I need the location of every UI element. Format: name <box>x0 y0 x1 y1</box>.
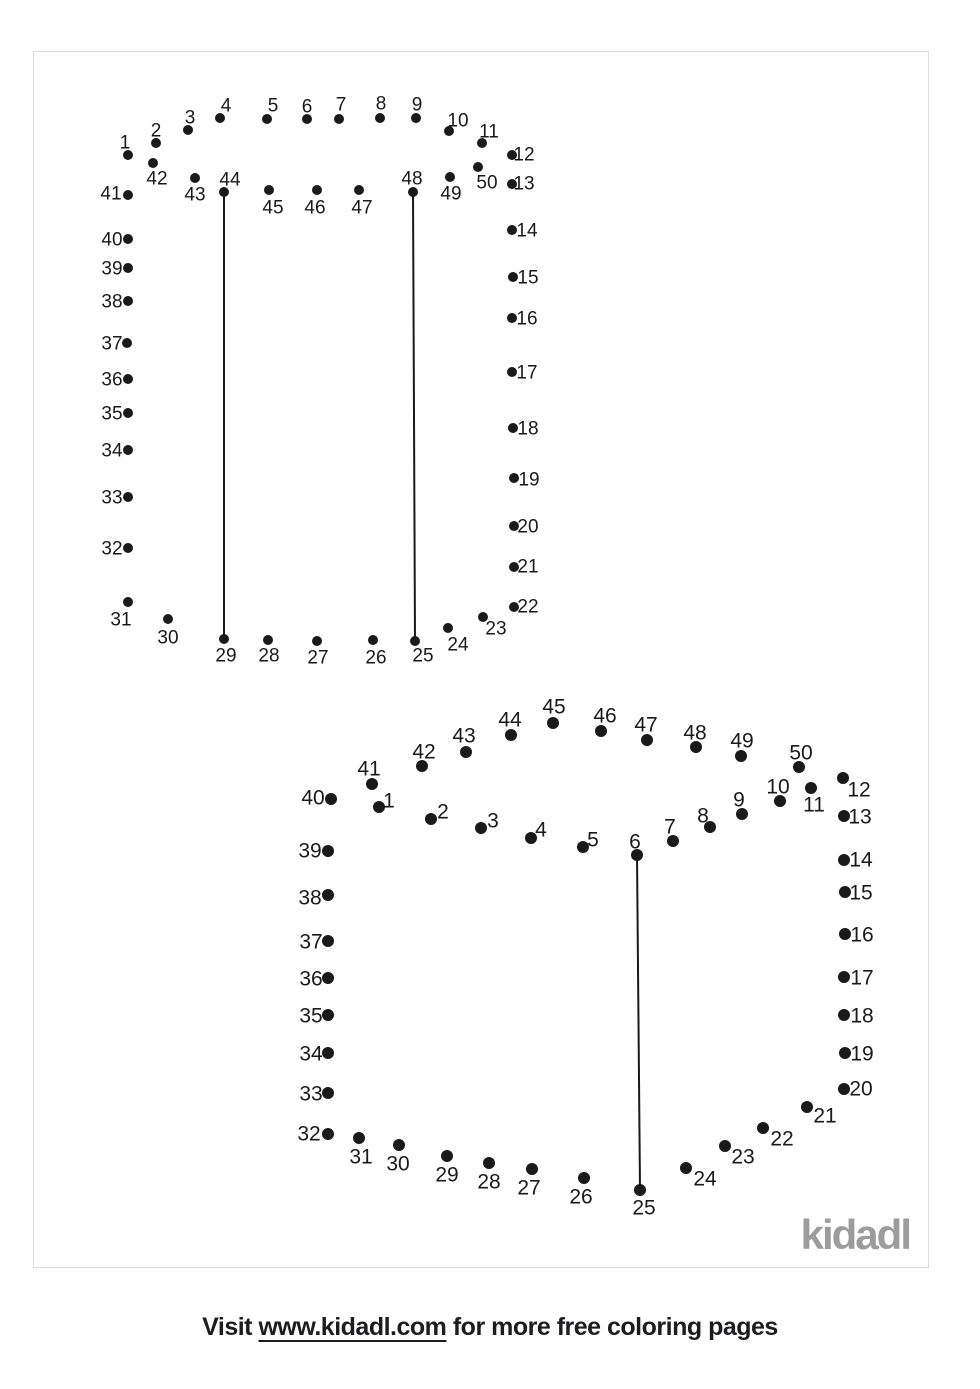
figure-top-dot-label-15: 15 <box>517 267 539 289</box>
figure-top-dot-24 <box>443 623 453 633</box>
figure-bottom-dot-22 <box>757 1122 769 1134</box>
figure-top-dot-label-37: 37 <box>101 333 123 355</box>
figure-top-dot-label-34: 34 <box>101 440 123 462</box>
figure-top-dot-43 <box>190 173 200 183</box>
figure-bottom-dot-label-45: 45 <box>542 695 566 719</box>
figure-bottom-dot-label-23: 23 <box>731 1145 755 1169</box>
figure-bottom-dot-16 <box>839 928 851 940</box>
figure-bottom-dot-label-9: 9 <box>733 788 745 812</box>
figure-top-dot-46 <box>312 185 322 195</box>
figure-top-dot-label-49: 49 <box>440 183 462 205</box>
figure-top-dot-50 <box>473 162 483 172</box>
figure-bottom-dot-label-49: 49 <box>730 729 754 753</box>
figure-top-dot-30 <box>163 614 173 624</box>
figure-top-dot-label-28: 28 <box>258 645 280 667</box>
figure-top-dot-label-40: 40 <box>101 229 123 251</box>
figure-top-dot-label-13: 13 <box>513 173 535 195</box>
figure-bottom-dot-label-33: 33 <box>299 1082 323 1106</box>
figure-bottom-dot-32 <box>322 1128 334 1140</box>
footer-text-prefix: Visit <box>202 1313 259 1341</box>
figure-bottom-dot-34 <box>322 1047 334 1059</box>
figure-bottom-dot-26 <box>578 1172 590 1184</box>
figure-top-dot-label-45: 45 <box>262 197 284 219</box>
figure-bottom-dot-label-21: 21 <box>813 1104 837 1128</box>
figure-top-dot-label-14: 14 <box>516 220 538 242</box>
figure-bottom-dot-40 <box>325 793 337 805</box>
figure-bottom-dot-43 <box>460 746 472 758</box>
figure-bottom-dot-label-14: 14 <box>849 848 873 872</box>
figure-top-dot-41 <box>123 190 133 200</box>
figure-top-dot-label-3: 3 <box>184 107 196 129</box>
figure-bottom-dot-36 <box>322 972 334 984</box>
figure-bottom-dot-33 <box>322 1087 334 1099</box>
figure-top-dot-label-36: 36 <box>101 369 123 391</box>
figure-bottom-dot-45 <box>547 717 559 729</box>
figure-top-dot-label-41: 41 <box>100 183 122 205</box>
figure-top-dot-28 <box>263 635 273 645</box>
figure-top-dot-45 <box>264 185 274 195</box>
figure-top-dot-40 <box>123 234 133 244</box>
figure-top-dot-label-4: 4 <box>220 95 232 117</box>
figure-bottom-dot-label-34: 34 <box>299 1042 323 1066</box>
figure-top-dot-29 <box>219 634 229 644</box>
figure-top-dot-label-9: 9 <box>411 94 423 116</box>
figure-top-dot-label-22: 22 <box>517 596 539 618</box>
figure-top-dot-label-32: 32 <box>101 538 123 560</box>
figure-top-dot-label-7: 7 <box>335 94 347 116</box>
figure-bottom-dot-18 <box>838 1009 850 1021</box>
figure-bottom-dot-label-43: 43 <box>452 724 476 748</box>
figure-bottom-dot-label-32: 32 <box>297 1122 321 1146</box>
figure-top-dot-label-16: 16 <box>516 308 538 330</box>
figure-top-dot-label-44: 44 <box>219 169 241 191</box>
figure-top-dot-label-23: 23 <box>485 618 507 640</box>
figure-top-dot-label-27: 27 <box>307 647 329 669</box>
figure-bottom-dot-label-41: 41 <box>357 757 381 781</box>
figure-bottom-dot-21 <box>801 1101 813 1113</box>
figure-bottom-dot-35 <box>322 1009 334 1021</box>
figure-bottom-dot-label-27: 27 <box>517 1176 541 1200</box>
figure-bottom-dot-label-13: 13 <box>848 805 872 829</box>
figure-top-dot-label-47: 47 <box>351 197 373 219</box>
figure-bottom-dot-label-17: 17 <box>850 966 874 990</box>
figure-top-dot-47 <box>354 185 364 195</box>
figure-bottom-dot-label-4: 4 <box>535 818 547 842</box>
figure-bottom-dot-28 <box>483 1157 495 1169</box>
footer-link[interactable]: www.kidadl.com <box>258 1313 447 1341</box>
figure-top-dot-42 <box>148 158 158 168</box>
figure-top-dot-27 <box>312 636 322 646</box>
figure-bottom-dot-3 <box>475 822 487 834</box>
figure-bottom-dot-11 <box>805 782 817 794</box>
figure-bottom-dot-label-36: 36 <box>299 967 323 991</box>
figure-top-dot-26 <box>368 635 378 645</box>
figure-bottom-dot-label-38: 38 <box>298 886 322 910</box>
footer-caption <box>0 1313 980 1342</box>
figure-top-dot-label-29: 29 <box>215 645 237 667</box>
figure-bottom-dot-23 <box>719 1140 731 1152</box>
figure-bottom-dot-label-7: 7 <box>664 815 676 839</box>
figure-top-dot-label-2: 2 <box>150 120 162 142</box>
figure-bottom-dot-39 <box>322 845 334 857</box>
figure-bottom-dot-label-42: 42 <box>412 740 436 764</box>
figure-bottom-dot-label-44: 44 <box>498 708 522 732</box>
figure-bottom-dot-label-29: 29 <box>435 1163 459 1187</box>
figure-top-dot-label-12: 12 <box>513 144 535 166</box>
figure-bottom-dot-17 <box>838 971 850 983</box>
figure-bottom-dot-label-12: 12 <box>847 778 871 802</box>
figure-top-dot-label-26: 26 <box>365 647 387 669</box>
figure-bottom-dot-30 <box>393 1139 405 1151</box>
figure-top-dot-31 <box>123 597 133 607</box>
figure-bottom-dot-label-28: 28 <box>477 1170 501 1194</box>
figure-bottom-dot-label-47: 47 <box>634 713 658 737</box>
figure-top-dot-38 <box>123 296 133 306</box>
figure-bottom-dot-label-25: 25 <box>632 1196 656 1220</box>
figure-bottom-dot-label-8: 8 <box>697 804 709 828</box>
figure-top-dot-label-21: 21 <box>517 556 539 578</box>
figure-bottom-dot-25 <box>634 1184 646 1196</box>
figure-top-dot-25 <box>410 636 420 646</box>
figure-bottom-dot-label-48: 48 <box>683 721 707 745</box>
figure-top-dot-label-43: 43 <box>184 184 206 206</box>
figure-top-dot-label-48: 48 <box>401 168 423 190</box>
figure-top-dot-label-24: 24 <box>447 634 469 656</box>
figure-top-dot-label-31: 31 <box>110 609 132 631</box>
figure-top-dot-label-35: 35 <box>101 403 123 425</box>
figure-bottom-dot-label-2: 2 <box>437 800 449 824</box>
figure-bottom-dot-2 <box>425 813 437 825</box>
figure-bottom-dot-label-10: 10 <box>766 775 790 799</box>
figure-bottom-dot-label-6: 6 <box>629 830 641 854</box>
figure-bottom-dot-20 <box>838 1083 850 1095</box>
figure-bottom-dot-label-24: 24 <box>693 1167 717 1191</box>
figure-top-dot-label-18: 18 <box>517 418 539 440</box>
figure-bottom-dot-label-15: 15 <box>849 881 873 905</box>
figure-bottom-dot-38 <box>322 889 334 901</box>
figure-bottom-dot-label-35: 35 <box>299 1004 323 1028</box>
figure-bottom-dot-label-18: 18 <box>850 1004 874 1028</box>
figure-top-dot-label-50: 50 <box>476 172 498 194</box>
figure-bottom-dot-label-22: 22 <box>770 1127 794 1151</box>
figure-bottom-dot-label-26: 26 <box>569 1185 593 1209</box>
figure-top-dot-37 <box>122 338 132 348</box>
figure-top-dot-39 <box>123 263 133 273</box>
figure-top-dot-32 <box>123 543 133 553</box>
figure-top-dot-label-20: 20 <box>517 516 539 538</box>
kidadl-logo: kidadl <box>800 1211 910 1258</box>
figure-bottom-dot-19 <box>839 1047 851 1059</box>
figure-bottom-dot-label-20: 20 <box>849 1077 873 1101</box>
figure-bottom-dot-label-46: 46 <box>593 704 617 728</box>
figure-top-connecting-line-2 <box>413 192 415 641</box>
footer-text-suffix: for more free coloring pages <box>446 1313 778 1341</box>
figure-top-dot-49 <box>445 172 455 182</box>
figure-bottom-dot-label-37: 37 <box>299 930 323 954</box>
figure-bottom-dot-label-19: 19 <box>850 1042 874 1066</box>
figure-top-dot-label-42: 42 <box>146 168 168 190</box>
figure-top-dot-label-1: 1 <box>119 132 131 154</box>
figure-top-dot-label-38: 38 <box>101 291 123 313</box>
figure-top-dot-label-33: 33 <box>101 487 123 509</box>
figure-bottom-dot-label-1: 1 <box>383 789 395 813</box>
figure-top-dot-label-8: 8 <box>375 93 387 115</box>
figure-top-dot-label-46: 46 <box>304 197 326 219</box>
figure-bottom-dot-29 <box>441 1150 453 1162</box>
figure-top-dot-label-30: 30 <box>157 627 179 649</box>
figure-bottom-dot-14 <box>838 854 850 866</box>
figure-top-dot-label-19: 19 <box>518 469 540 491</box>
figure-bottom-dot-label-11: 11 <box>803 793 825 817</box>
figure-top-dot-label-17: 17 <box>516 362 538 384</box>
figure-bottom-dot-label-50: 50 <box>789 741 813 765</box>
figure-bottom-dot-label-30: 30 <box>386 1152 410 1176</box>
figure-top-dot-35 <box>123 408 133 418</box>
figure-bottom-dot-27 <box>526 1163 538 1175</box>
figure-bottom-dot-label-3: 3 <box>487 809 499 833</box>
figure-bottom-dot-label-40: 40 <box>301 786 325 810</box>
figure-bottom-dot-31 <box>353 1132 365 1144</box>
figure-top-dot-33 <box>123 492 133 502</box>
figure-top-dot-34 <box>123 445 133 455</box>
figure-bottom-dot-24 <box>680 1162 692 1174</box>
figure-top-dot-label-25: 25 <box>412 645 434 667</box>
figure-bottom-dot-label-31: 31 <box>349 1145 373 1169</box>
figure-bottom-connecting-line-1 <box>637 855 640 1190</box>
figure-bottom-dot-label-5: 5 <box>587 828 599 852</box>
figure-top-dot-label-6: 6 <box>301 96 313 118</box>
figure-bottom-dot-label-39: 39 <box>298 839 322 863</box>
figure-top-dot-label-11: 11 <box>479 121 499 143</box>
figure-top-dot-label-10: 10 <box>447 110 469 132</box>
figure-top-dot-36 <box>123 374 133 384</box>
figure-top-dot-label-39: 39 <box>101 258 123 280</box>
figure-bottom-dot-label-16: 16 <box>850 923 874 947</box>
figure-bottom-dot-37 <box>322 935 334 947</box>
figure-top-dot-label-5: 5 <box>267 95 279 117</box>
